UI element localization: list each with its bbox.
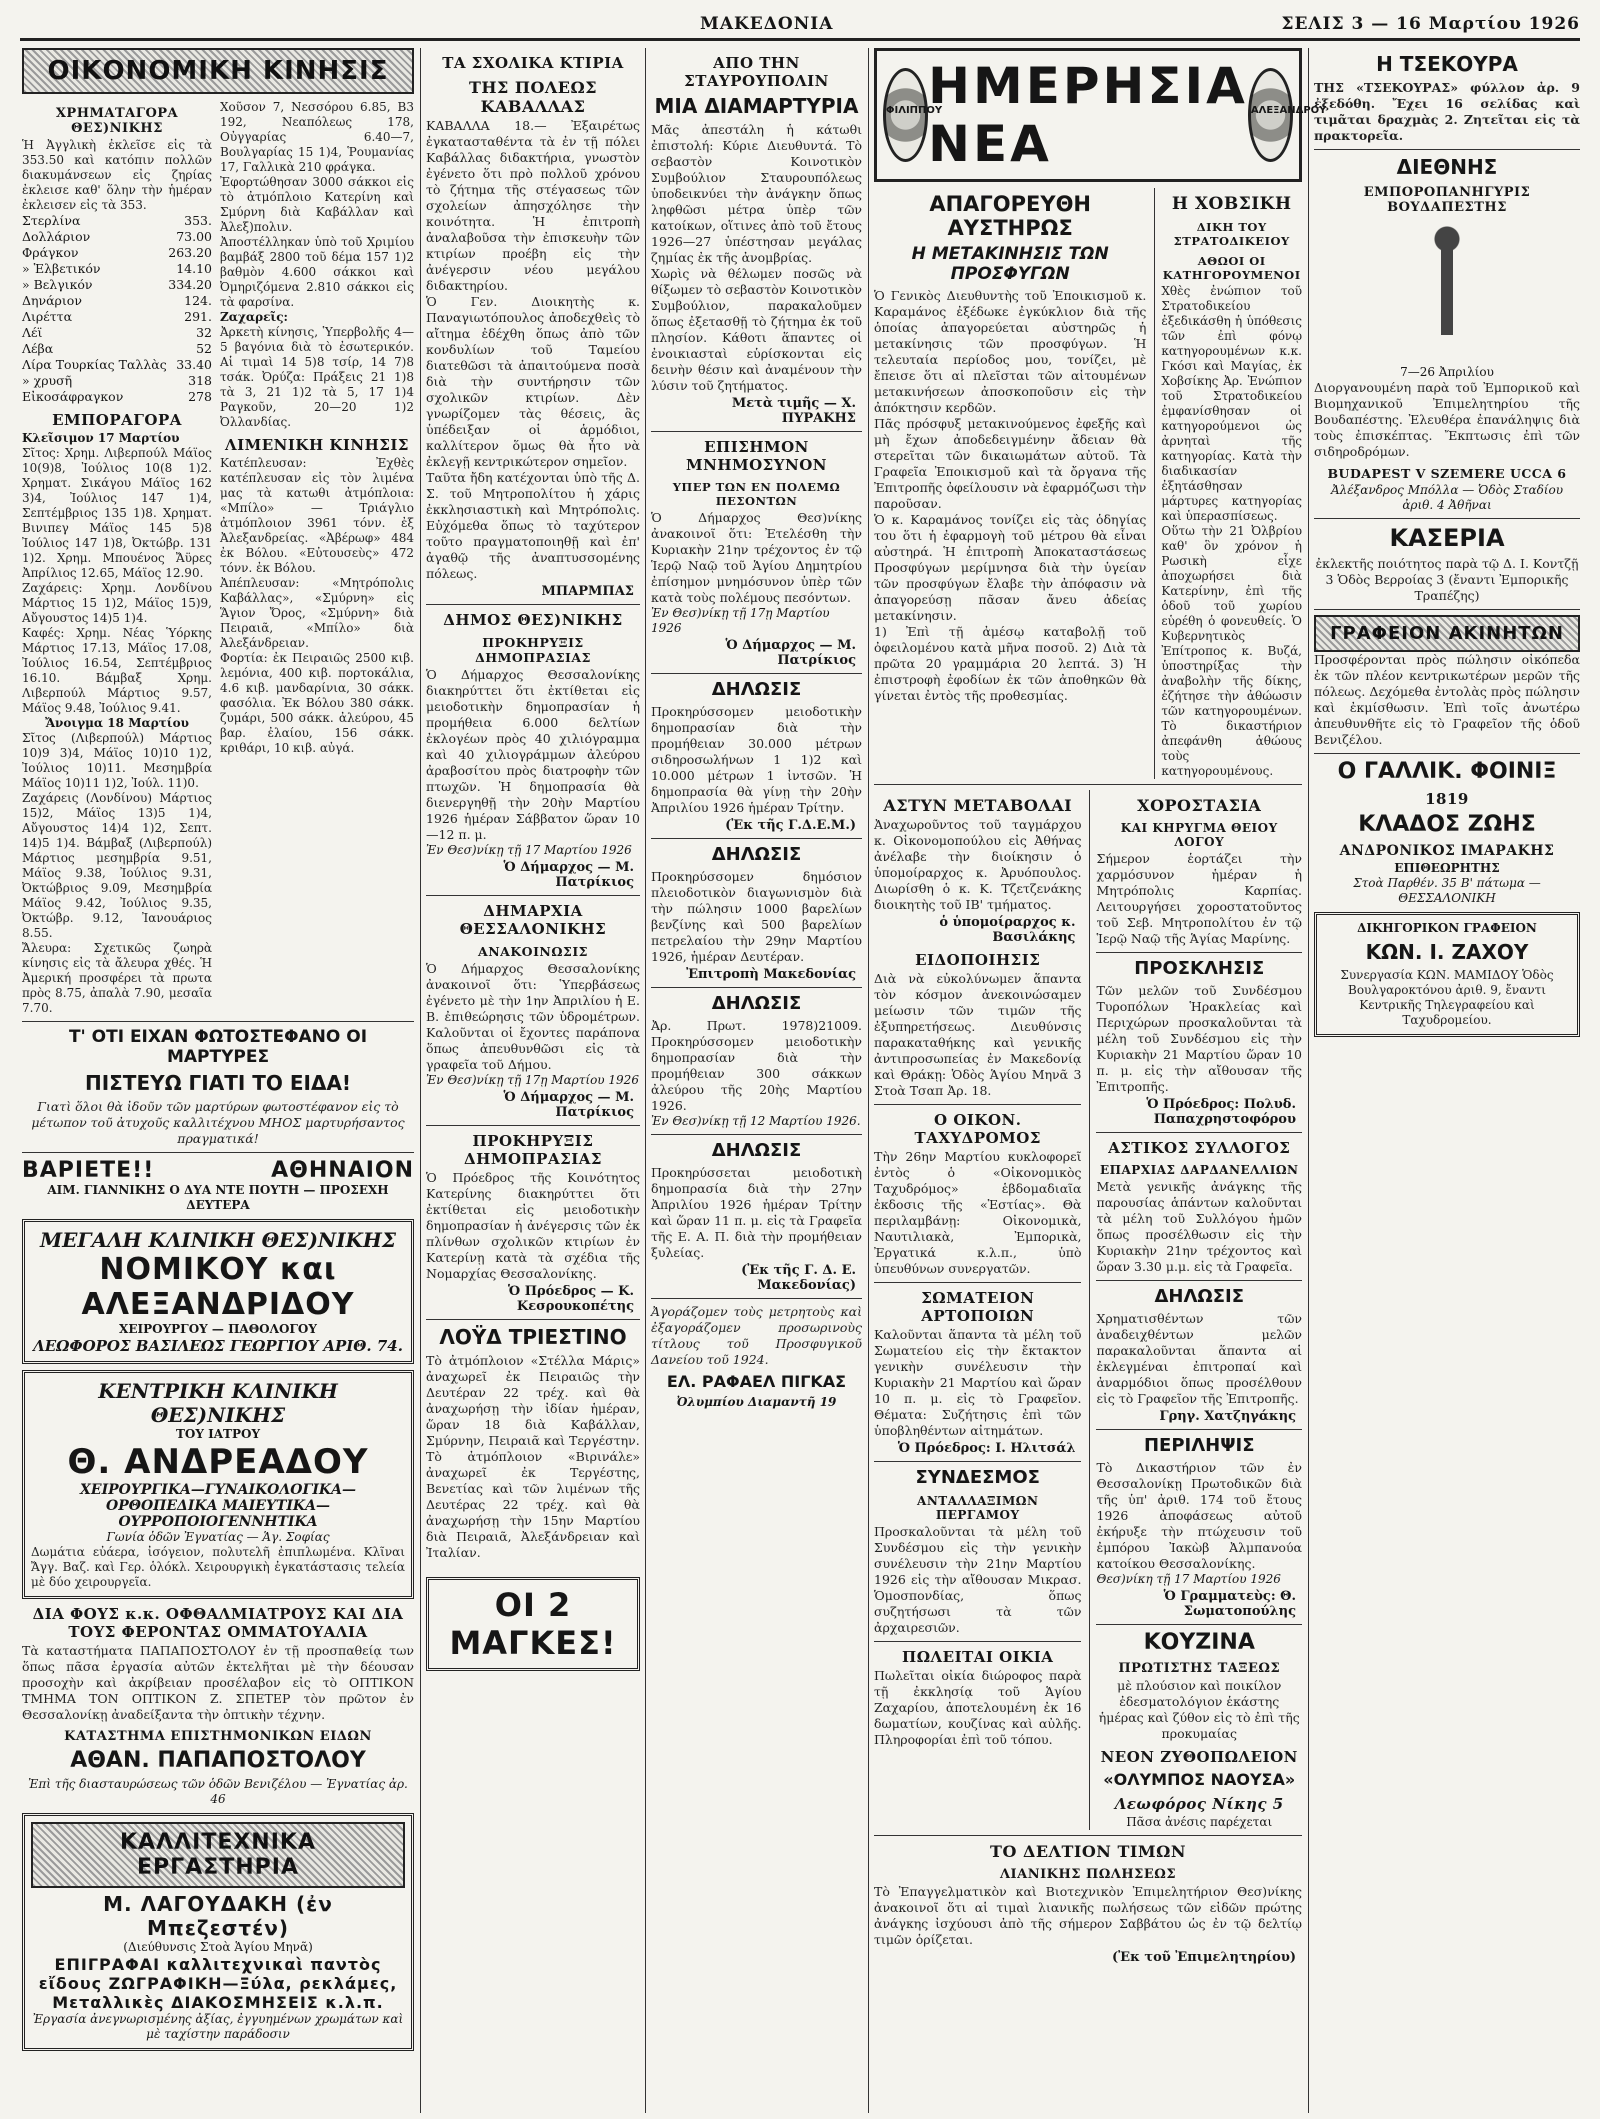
rate-row: [22, 293, 212, 309]
rate-name: Λίρα Τουρκίας Ταλλὰς: [22, 357, 167, 372]
notice-text: Ὁ Δήμαρχος Θεσσαλονίκης ἀνακοινοῖ ὅτι: Ὑπερβάσεως ἐγένετο μὲ τὴν 1ην Ἀπριλίου ἡ Ε. Β. ἐπιθεώρησις τῶν ὑδρομέτρων. Καλοῦνται οἱ ἔχοντες παράπονα ὅπως ἀπευθυνθῶσι εἰς τὰ γραφεῖα τοῦ Δήμου.: [426, 961, 640, 1072]
kitchen-text: μὲ πλούσιον καὶ ποικίλον ἐδεσματολόγιον ἑκάστης ἡμέρας καὶ ζύθον εἰς τὸ ἐπὶ τῆς προκυμαίας: [1098, 1678, 1300, 1741]
art-text: ΕΠΙΓΡΑΦΑΙ καλλιτεχνικαὶ παντὸς εἴδους ΖΩΓΡΑΦΙΚΗ—Ξύλα, ρεκλάμες, Μεταλλικὲς ΔΙΑΚΟΣΜΗΣΕΙΣ κ.λ.π.: [38, 1955, 398, 2012]
declaration-text: Προκηρύσσομεν δημόσιον πλειοδοτικὸν διαγωνισμὸν διὰ τὴν πώλησιν 1000 βαρελίων βενζίνης καὶ 500 βαρελίων πετρελαίου τὴν 29ην Μαρτίου 1926, ἡμέραν Δευτέραν.: [651, 869, 862, 964]
agora-address: Ὀλυμπίου Διαμαντῆ 19: [676, 1395, 837, 1409]
kitchen-brand: «ΟΛΥΜΠΟΣ ΝΑΟΥΣΑ»: [1103, 1770, 1296, 1789]
lead-title: ΑΠΑΓΟΡΕΥΘΗ ΑΥΣΤΗΡΩΣ: [929, 192, 1092, 240]
summary-date: Θεσ)νίκη τῇ 17 Μαρτίου 1926: [1096, 1572, 1281, 1586]
column-schools: [426, 48, 640, 2113]
civic-title: ΑΣΤΙΚΟΣ ΣΥΛΛΟΓΟΣ: [1108, 1139, 1291, 1157]
prices-signature: (Ἐκ τοῦ Ἐπιμελητηρίου): [1111, 1950, 1296, 1965]
trade-text: Ζαχάρεις: Χρημ. Λονδίνου Μάρτιος 15 1)2, Μάϊος 15)9, Αὔγουστος 14)5 1)4.: [22, 581, 212, 625]
declaration-signature: (Ἐκ τῆς Γ.Δ.Ε.Μ.): [725, 818, 856, 833]
rates-list: [22, 213, 212, 405]
phoenix-year: 1819: [1425, 790, 1469, 808]
lloyd-title: ΛΟΫΔ ΤΡΙΕΣΤΙΝΟ: [439, 1325, 627, 1349]
trade-text: Σῖτος (Λιβερπούλ) Μάρτιος 10)9 3)4, Μάϊος 10)10 1)2, Ἰούλιος 10)11. Μεσημβρία Μάϊος 10)11 1)2, Ἰούλ. 11)0.: [22, 731, 212, 790]
trade-date: Ἄνοιγμα 18 Μαρτίου: [45, 716, 189, 730]
market-text: Ἀποστέλληκαν ὑπὸ τοῦ Χριμίου βαμβάξ 2800 τοῦ δέμα 157 1)2 βαθμὸν 4.600 σάκκοι καὶ Ὀμηριζόμενα 2.810 σάκκοι εἰς τὰ φαρσίνα.: [220, 235, 414, 309]
notice-date: Ἐν Θεσ)νίκῃ τῇ 17ῃ Μαρτίου 1926: [426, 1073, 639, 1087]
declaration-text: Προκηρύσσομεν μειοδοτικὴν δημοπρασίαν διὰ τὴν προμήθειαν 30.000 μέτρων σιδηροσωλήνων 1 1)2 καὶ 10.000 μέτρων 1 ἰντσῶν. Ἡ δημοπρασία θὰ γίνῃ τὴν 20ὴν Ἀπριλίου 1926 ἡμέραν Τρίτην.: [651, 704, 862, 815]
bakers-signature: Ὁ Πρόεδρος: Ι. Ηλιτσάλ: [897, 1441, 1076, 1456]
fair-address2: Ἀλέξανδρος Μπόλλα — Ὁδὸς Σταδίου ἀριθ. 4 Ἀθῆναι: [1330, 483, 1564, 512]
phoenix-subtitle: ΚΛΑΔΟΣ ΖΩΗΣ: [1358, 812, 1536, 837]
rate-name: » χρυσῆ: [22, 373, 73, 388]
assoc-title: ΣΥΝΔΕΣΜΟΣ: [915, 1467, 1040, 1488]
ad-magkes-title: ΟΙ 2 ΜΑΓΚΕΣ!: [449, 1586, 617, 1662]
article-title: ΤΑ ΣΧΟΛΙΚΑ ΚΤΙΡΙΑ: [442, 54, 624, 72]
notice-title: ΔΗΜΑΡΧΙΑ ΘΕΣΣΑΛΟΝΙΚΗΣ: [459, 902, 607, 938]
memorial-subtitle: ΥΠΕΡ ΤΩΝ ΕΝ ΠΟΛΕΜΩ ΠΕΣΟΝΤΩΝ: [672, 480, 841, 508]
article-text: Μᾶς ἀπεστάλη ἡ κάτωθι ἐπιστολή: Κύριε Διευθυντά. Τὸ σεβαστὸν Κοινοτικὸν Συμβούλιον Σταυρουπόλεως ὑποδεικνύει τὴν ἀνάγκην ὅπως ληφθῶσι μέτρα ὑπὲρ τῶν κατοίκων, οἵτινες ἀπὸ τοῦ ἔτους 1926—27 ὑπέστησαν μεγάλας ζημίας ἐκ τῆς ἀνομβρίας.: [651, 122, 862, 265]
clinic-title: ΜΕΓΑΛΗ ΚΛΙΝΙΚΗ ΘΕΣ)ΝΙΚΗΣ: [40, 1228, 396, 1252]
post-title: Ο ΟΙΚΟΝ. ΤΑΧΥΔΡΟΜΟΣ: [914, 1111, 1041, 1147]
lead-text: Πᾶς πρόσφυξ μετακινούμενος ἐφεξῆς καὶ μὴ ἔχων ἀποδεδειγμένην ἄδειαν θὰ στερεῖται τῶν δικαιωμάτων αὐτοῦ. Τὰ Γραφεῖα Ἐποικισμοῦ καὶ τὰ ὄργανα τῆς Ἐπιτροπῆς ὀφείλουσιν νὰ ἐφαρμόζωσι τὴν παροῦσαν.: [874, 416, 1147, 511]
city-title: ΑΣΤΥΝ ΜΕΤΑΒΟΛΑΙ: [883, 796, 1073, 815]
hosiki-subtitle: ΑΘΩΟΙ ΟΙ ΚΑΤΗΓΟΡΟΥΜΕΝΟΙ: [1162, 254, 1301, 282]
sugar-title: Ζαχαρεῖς:: [220, 310, 288, 324]
cheese-text: ἐκλεκτῆς ποιότητος παρὰ τῷ Δ. Ι. Κοντζῇ 3 Ὁδὸς Βερροίας 3 (ἔναντι Ἐμπορικῆς Τραπέζης): [1315, 556, 1579, 603]
phoenix-name: ΑΝΔΡΟΝΙΚΟΣ ΙΜΑΡΑΚΗΣ: [1339, 843, 1555, 859]
optic-text: Τὰ καταστήματα ΠΑΠΑΠΟΣΤΟΛΟΥ ἐν τῇ προσπαθείᾳ των ὅπως πᾶσα ἐργασία αὐτῶν ἐκτελῆται μὲ τὴν δέουσαν προσοχὴν καὶ ἀκρίβειαν προσέλαβον εἰς τὸ ΟΠΤΙΚΟΝ ΤΜΗΜΑ ΤΟΝ ΟΠΤΙΚΟΝ Ζ. ΣΠΕΤΕΡ τὸν πρῶτον ἐν Θεσσαλονίκῃ ἀναδείξαντα τὴν ὀπτικὴν τέχνην.: [22, 1643, 414, 1722]
choir-text: Σήμερον ἑορτάζει τὴν χαρμόσυνον ἡμέραν ἡ Μητρόπολις Καρπίας. Λειτουργήσει χοροστατοῦντος τοῦ Σεβ. Μητροπολίτου ἐν τῷ Ἱερῷ Ναῷ τῆς Ἁγίας Μαρίνης.: [1096, 851, 1302, 946]
lloyd-text: Τὸ ἀτμόπλοιον «Βιρινάλε» ἀναχωρεῖ ἐκ Τεργέστης, Βενετίας καὶ τῶν λιμένων τῆς Δευτέρας 22 τρέχ. καὶ θὰ ἀναχωρήσῃ τὴν 15ην Μαρτίου διὰ Πειραιᾶ, Ἀλεξάνδρειαν καὶ Ἰταλίαν.: [426, 1449, 640, 1560]
city-text: Ἀναχωροῦντος τοῦ ταγμάρχου κ. Οἰκονομοπούλου εἰς Ἀθήνας ἀνέλαβε τὴν διοίκησιν ὁ ὑπομοίραρχος κ. Ἀρυόπουλος. Διωρίσθη ὁ κ. Κ. Τζετζενάκης διοικητὴς τοῦ ΙΒ' τμήματος.: [874, 817, 1082, 912]
phoenix-role: ΕΠΙΘΕΩΡΗΤΗΣ: [1394, 861, 1500, 875]
masthead-rule: [20, 38, 1580, 41]
prices-text: Τὸ Ἐπαγγελματικὸν καὶ Βιοτεχνικὸν Ἐπιμελητήριον Θεσ)νίκης ἀνακοινοῖ ὅτι αἱ τιμαὶ λιανικῆς πωλήσεως τῶν εἰδῶν πρώτης ἀνάγκης ἰσχύουσι ἀπὸ τῆς σήμερον Σαββάτου ὡς ἐν τῷ δελτίῳ τιμῶν ὁρίζεται.: [874, 1884, 1302, 1947]
city-signature: ὁ ὑπομοίραρχος κ. Βασιλάκης: [939, 915, 1076, 945]
declaration-title: ΔΗΛΩΣΙΣ: [711, 679, 802, 700]
fair-title: ΔΙΕΘΝΗΣ: [1396, 155, 1498, 179]
rate-value: 124.: [184, 293, 212, 308]
market-text: Ἐφορτώθησαν 3000 σάκκοι εἰς τὸ ἀτμόπλοιο Κατερίνη καὶ Σμύρνη διὰ Καβάλλαν καὶ Ἀλεξ)πολιν.: [220, 175, 414, 234]
rate-value: 32: [196, 325, 212, 340]
declaration-date: Ἐν Θεσ)νίκῃ τῇ 12 Μαρτίου 1926.: [651, 1114, 861, 1128]
rate-row: [22, 229, 212, 245]
house-title: ΠΩΛΕΙΤΑΙ ΟΙΚΙΑ: [902, 1648, 1054, 1666]
hosiki-text: Οὕτω τὴν 21 Ὀλβρίου καθ' ὃν χρόνον ἡ Ρωσικὴ εἶχε ἀποχωρήσει διὰ Κατερίνην, ἐπὶ τῆς ὁδοῦ τοῦ χωρίου εὑρέθη ὁ φονευθείς. Ὁ Κυβερνητικὸς Ἐπίτροπος κ. Βυζά, ὑποστηρίξας τὴν ἀναβολὴν τῆς δίκης, ἐζήτησε τὴν ἀθώωσιν τῶν κατηγορουμένων. Τὸ δικαστήριον ἀπεφάνθη ἀθώους τοὺς κατηγορουμένους.: [1161, 524, 1302, 778]
fair-address: BUDAPEST V SZEMERE UCCA 6: [1327, 466, 1567, 481]
optic-shop: ΚΑΤΑΣΤΗΜΑ ΕΠΙΣΤΗΜΟΝΙΚΩΝ ΕΙΔΩΝ: [64, 1729, 372, 1744]
rate-value: 318: [188, 373, 212, 388]
article-subtitle: ΤΗΣ ΠΟΛΕΩΣ ΚΑΒΑΛΛΑΣ: [468, 78, 598, 116]
rate-value: 52: [196, 341, 212, 356]
declaration-signature: (Ἐκ τῆς Γ. Δ. Ε. Μακεδονίας): [741, 1263, 856, 1293]
notice-date: Ἐν Θεσ)νίκῃ τῇ 17 Μαρτίου 1926: [426, 843, 632, 857]
port-text: Ἀπέπλευσαν: «Μητρόπολις Καβάλλας», «Σμύρνη» εἰς Ἅγιον Ὄρος, «Σμύρνη» διὰ Πειραιᾶ, «Μπίλο» διὰ Ἀλεξάνδρειαν.: [220, 576, 414, 650]
rate-value: 33.40: [176, 357, 212, 372]
clinic-specialties: ΧΕΙΡΟΥΡΓΙΚΑ—ΓΥΝΑΙΚΟΛΟΓΙΚΑ—ΟΡΘΟΠΕΔΙΚΑ ΜΑΙΕΥΤΙΚΑ—ΟΥΡΡΟΠΟΙΟΓΕΝΝΗΤΙΚΑ: [80, 1482, 356, 1530]
article-signature: Μετὰ τιμῆς — Χ. ΠΥΡΑΚΗΣ: [731, 396, 856, 426]
clinic-doctor: Θ. ΑΝΔΡΕΑΔΟΥ: [67, 1442, 369, 1482]
declaration-title: ΔΗΛΩΣΙΣ: [711, 844, 802, 865]
ad-martyrs-title: Τ' ΟΤΙ ΕΙΧΑΝ ΦΩΤΟΣΤΕΦΑΝΟ ΟΙ ΜΑΡΤΥΡΕΣ: [68, 1027, 368, 1067]
hosiki-subtitle: ΔΙΚΗ ΤΟΥ ΣΤΡΑΤΟΔΙΚΕΙΟΥ: [1173, 220, 1290, 248]
civic-subtitle: ΕΠΑΡΧΙΑΣ ΔΑΡΔΑΝΕΛΛΙΩΝ: [1100, 1163, 1299, 1177]
memorial-title: ΕΠΙΣΗΜΟΝ ΜΝΗΜΟΣΥΝΟΝ: [686, 438, 827, 474]
agency-text: Προσφέρονται πρὸς πώλησιν οἰκόπεδα ἐκ τῶν πλέον κεντρικωτέρων μερῶν τῆς πόλεως. Δεχόμεθα ἐντολὰς πρὸς πώλησιν καὶ ἐκμίσθωσιν. Ἐπὶ τοῖς ἀνωτέρω ἀπευθυνθῆτε εἰς τὸ Γραφεῖον τῆς ὁδοῦ Βενιζέλου.: [1314, 652, 1580, 747]
rate-value: 14.10: [176, 261, 212, 276]
art-title: ΚΑΛΛΙΤΕΧΝΙΚΑ ΕΡΓΑΣΤΗΡΙΑ: [31, 1822, 405, 1888]
rate-name: Λέϊ: [22, 325, 43, 340]
rate-name: Λέβα: [22, 341, 54, 356]
kitchen-address: Λεωφόρος Νίκης 5: [1114, 1795, 1284, 1813]
decl-signature: Γρηγ. Χατζηγάκης: [1159, 1409, 1296, 1424]
rate-row: [22, 277, 212, 293]
rate-value: 291.: [184, 309, 212, 324]
article-signature: ΜΠΑΡΜΠΑΣ: [541, 584, 634, 599]
trade-date: Κλεῖσιμον 17 Μαρτίου: [22, 431, 180, 445]
lead-text: Ὁ Γενικὸς Διευθυντὴς τοῦ Ἐποικισμοῦ κ. Καραμάνος ἐξέδωκε ἐγκύκλιον διὰ τῆς ὁποίας ἀπαγορεύεται αὐστηρῶς ἡ μετακίνησις τῶν προσφύγων. Ἡ τελευταία περίοδος μου, τονίζει, μὲ ἔπεισε ὅτι αἱ πλεῖσται τῶν αἰτουμένων μετακινήσεων ἀποσκοποῦσιν εἰς τὴν ἀπόκτησιν κερδῶν.: [874, 288, 1147, 415]
decl-title: ΔΗΛΩΣΙΣ: [1154, 1286, 1244, 1307]
coin-alexander-icon: [1248, 68, 1327, 162]
trade-text: Σῖτος: Χρημ. Λιβερπούλ Μάϊος 10(9)8, Ἰούλιος 10(8 1)2. Χρηματ. Σικάγου Μάϊος 162 3)4, Ἰούλιος 147 1)4, Σεπτέμβριος 135 1)8. Χρηματ. Βινιπεγ Μάϊος 145 5)8 Ἰούλιος 147 1)8, Ὀκτώβρ. 131 1)2. Χρημ. Μπουένος Ἄϋρες Ἀπρίλιος 12.65, Μάϊος 12.90.: [22, 446, 212, 580]
rate-name: Εἰκοσάφραγκον: [22, 389, 124, 404]
lead-subtitle: Η ΜΕΤΑΚΙΝΗΣΙΣ ΤΩΝ ΠΡΟΣΦΥΓΩΝ: [911, 244, 1109, 284]
column-economy: [22, 48, 414, 2113]
trade-text: Ἄλευρα: Σχετικῶς ζωηρὰ κίνησις εἰς τὰ ἄλευρα χθές. Ἡ Ἀμερική προσφέρει τὰ πρωτα πρὸς 8.75, ἀπαλὰ 7.90, μεσαῖα 7.70.: [22, 941, 212, 1015]
prices-title: ΤΟ ΔΕΛΤΙΟΝ ΤΙΜΩΝ: [990, 1842, 1186, 1861]
phoenix-title: Ο ΓΑΛΛΙΚ. ΦΟΙΝΙΞ: [1337, 759, 1557, 784]
art-owner: Μ. ΛΑΓΟΥΔΑΚΗ (ἐν Μπεζεστέν): [103, 1892, 333, 1940]
assoc-text: Προσκαλοῦνται τὰ μέλη τοῦ Συνδέσμου εἰς τὴν γενικὴν συνέλευσιν τὴν 21ην Μαρτίου 1926 εἰς τὴν αἴθουσαν Μικρασ. Ὁμοσπονδίας, ὅπως συζητήσωσι τὰ τῶν ἀρχαιρεσιῶν.: [874, 1524, 1082, 1635]
rate-value: 278: [188, 389, 212, 404]
notice-signature: Ὁ Πρόεδρος — Κ. Κεσρουκοπέτης: [508, 1284, 634, 1314]
kitchen-note: Πᾶσα ἀνέσις παρέχεται: [1126, 1815, 1273, 1829]
rate-row: [22, 213, 212, 229]
lead-text: Ὁ κ. Καραμάνος τονίζει εἰς τὰς ὁδηγίας του ὅτι ἡ ἐφαρμογὴ τοῦ μέτρου θὰ εἶναι αὐστηρά. Ἡ ἐπιτροπὴ Ἀποκαταστάσεως Προσφύγων μερίμνησα διὰ τὴν ὑγείαν τῶν προσφύγων ἔλαβε τὴν ἀπόφασιν νὰ ἀπαγορεύσῃ πᾶσαν ἄνευ ἀδείας μετακίνησιν.: [874, 512, 1147, 623]
notice-title: ΔΗΜΟΣ ΘΕΣ)ΝΙΚΗΣ: [443, 611, 623, 629]
clinic-title: ΚΕΝΤΡΙΚΗ ΚΛΙΝΙΚΗ ΘΕΣ)ΝΙΚΗΣ: [98, 1379, 338, 1427]
choir-subtitle: ΚΑΙ ΚΗΡΥΓΜΑ ΘΕΙΟΥ ΛΟΓΟΥ: [1120, 821, 1278, 849]
rate-row: [22, 261, 212, 277]
decl-text: Χρηματισθέντων τῶν ἀναδειχθέντων μελῶν παρακαλοῦνται ἅπαντα αἱ ἐκλεγμέναι ἐπιτροπαί καὶ ἀναρμόδιοι ὅπως προσέλθουν εἰς τὸ Γραφεῖον τῆς Ἐπιτροπῆς.: [1096, 1311, 1302, 1406]
daily-news-banner: [874, 48, 1327, 182]
zahou-text: Συνεργασία ΚΩΝ. ΜΑΜΙΔΟΥ Ὁδὸς Βουλγαροκτόνου ἀριθ. 9, ἔναντι Κεντρικῆς Τηλεγραφείου καὶ Ταχυδρομείου.: [1340, 968, 1554, 1027]
exchange-intro: Ἡ Ἀγγλικὴ ἐκλεῖσε εἰς τὰ 353.50 καὶ κατόπιν πολλῶν διακυμάνσεων εἰς ζηρίας ἐκλεισε καθ' ὅλην τὴν ἡμέραν ἐκλεισεν εἰς τὰ 353.: [22, 138, 212, 212]
fair-dates: 7—26 Ἀπριλίου: [1400, 365, 1494, 379]
house-text: Πωλεῖται οἰκία διώροφος παρὰ τῇ ἐκκλησίᾳ τοῦ Ἁγίου Ζαχαρίου, ἀποτελουμένη ἐκ 16 δωματίων, κουζίνας καὶ αὐλῆς. Πληροφορίαι ἐπὶ τοῦ τόπου.: [874, 1668, 1082, 1747]
rate-value: 353.: [184, 213, 212, 228]
kitchen-title: ΚΟΥΖΙΝΑ: [1143, 1630, 1255, 1655]
declaration-text: Προκηρύσσεται μειοδοτικὴ δημοπρασία διὰ τὴν 27ην Ἀπριλίου 1926 ἡμέραν Τρίτην καὶ ὥραν 11 π. μ. εἰς τὰ Γραφεῖα τῆς Ε. Α. Π. διὰ τὴν προμήθειαν ξυλείας.: [651, 1165, 862, 1260]
kitchen-subtitle: ΠΡΩΤΙΣΤΗΣ ΤΑΞΕΩΣ: [1118, 1661, 1281, 1676]
rate-value: 73.00: [176, 229, 212, 244]
invite-title: ΠΡΟΣΚΛΗΣΙΣ: [1134, 958, 1265, 979]
lloyd-text: Τὸ ἀτμόπλοιον «Στέλλα Μάρις» ἀναχωρεῖ ἐκ Πειραιῶς τὴν Δευτέραν 22 τρέχ. καὶ θὰ ἀναχωρήσῃ τὴν ἰδίαν ἡμέραν, ὥραν 18 διὰ Καβάλλαν, Σμύρνην, Πειραιᾶ καὶ Τεργέστην.: [426, 1353, 640, 1448]
column-stavroupolis: [651, 48, 862, 2113]
page-info: ΣΕΛΙΣ 3 — 16 Μαρτίου 1926: [1281, 14, 1580, 34]
clinic-sub: ΤΟΥ ΙΑΤΡΟΥ: [175, 1427, 261, 1441]
trade-text: Ζαχάρεις (Λονδίνου) Μάρτιος 15)2, Μάϊος 13)5 1)4, Αὔγουστος 14)4 1)2, Σεπτ. 14)5 1)4. Βάμβαξ (Λιβερπούλ) Μάρτιος μεσημβρία 9.51, Μάϊος 9.38, Ἰούλιος 9.31, Ὀκτώβριος 9.09, Μεσημβρία Μάϊος 9.42, Ἰούλιος 9.35, Ὀκτώβρ. 9.12, Ἰανουάριος 8.55.: [22, 791, 212, 940]
rate-row: [22, 341, 212, 357]
assoc-subtitle: ΑΝΤΑΛΛΑΞΙΜΩΝ ΠΕΡΓΑΜΟΥ: [917, 1494, 1039, 1522]
article-text: Ταῦτα ἤδη κατέχονται ὑπὸ τῆς Δ. Σ. τοῦ Μητροπολίτου ἡ χάρις ἐκκλησιαστικὴ καὶ Μητρόπολις. Εὐχόμεθα ὅπως τὸ ταχύτερον τοῦτο πραγματοποιηθῇ καὶ ἐπ' ἀγαθῷ τῆς ἀναπτυσσομένης πόλεως.: [426, 470, 640, 581]
paper-name: ΜΑΚΕΔΟΝΙΑ: [700, 14, 834, 34]
notice-text: Διὰ νὰ εὐκολύνωμεν ἅπαντα τὸν κόσμον ἀνεκοινώσαμεν μείωσιν τῶν τιμῶν τῆς ἐξυπηρετήσεως. Διευθύνσις παρακαταθήκης καὶ γενικῆς ἀντιπροσωπείας ἐν Μακεδονίᾳ καὶ Θράκῃ: Ὁδὸς Ἁγίου Μηνᾶ 3 Στοὰ Τσαπ Ἀρ. 18.: [874, 971, 1082, 1098]
declaration-signature: Ἐπιτροπὴ Μακεδονίας: [686, 967, 856, 982]
bakers-title: ΣΩΜΑΤΕΙΟΝ ΑΡΤΟΠΟΙΩΝ: [921, 1289, 1035, 1325]
article-text: Ὁ Γεν. Διοικητὴς κ. Παναγιωτόπουλος ἀποδεχθεὶς τὸ αἴτημα ἐδέχθη ὅπως ἀπὸ τῶν κονδυλίων τοῦ Ταμείου διατεθῶσι τὰ ἀπαιτούμενα ποσὰ διὰ τὴν συντήρησιν τῶν σχολικῶν κτιρίων. Δὲν γνωρίζομεν τὰς θέσεις, ἃς ὑπέδειξαν οἱ ἁρμόδιοι, καλλίτερον ὅμως θὰ ἦτο νὰ ἐκλεγῇ κεντρικώτερον σημεῖον.: [426, 294, 640, 469]
notice-title: ΕΙΔΟΠΟΙΗΣΙΣ: [915, 951, 1041, 969]
notice-signature: Ὁ Δήμαρχος — Μ. Πατρίκιος: [503, 860, 634, 890]
clinic-ad: [22, 1219, 414, 1364]
column-divider: [420, 48, 421, 2113]
choir-title: ΧΟΡΟΣΤΑΣΙΑ: [1137, 796, 1262, 815]
memorial-text: Ὁ Δήμαρχος Θεσ)νίκης ἀνακοινοῖ ὅτι: Ἐτελέσθη τὴν Κυριακὴν 21ην τρέχοντος ἐν τῷ Ἱερῷ Ναῷ τοῦ Ἁγίου Δημητρίου ἐπίσημον μνημόσυνον ὑπὲρ τῶν κατὰ τοὺς πολέμους πεσόντων.: [651, 510, 862, 605]
prices-subtitle: ΛΙΑΝΙΚΗΣ ΠΩΛΗΣΕΩΣ: [999, 1867, 1177, 1882]
optic-title: ΔΙΑ ΦΟΥΣ κ.κ. ΟΦΘΑΛΜΙΑΤΡΟΥΣ ΚΑΙ ΔΙΑ ΤΟΥΣ ΦΕΡΟΝΤΑΣ ΟΜΜΑΤΟΥΑΛΙΑ: [32, 1605, 404, 1641]
variety-line: ΑΙΜ. ΓΙΑΝΝΙΚΗΣ Ο ΔΥΑ ΝΤΕ ΠΟΥΤΗ — ΠΡΟΣΕΧΗ ΔΕΥΤΕΡΑ: [47, 1183, 389, 1212]
post-text: Τὴν 26ην Μαρτίου κυκλοφορεῖ ἐντὸς ὁ «Οἰκονομικὸς Ταχυδρόμος» ἑβδομαδιαῖα ἐκδοσις τῆς «Ἑστίας». Θὰ περιλαμβάνῃ: Οἰκονομικὰ, Ναυτιλιακὰ, Ἐμπορικὰ, Ἐργατικά κ.λ.π., ὑπὸ ὑπευθύνων συνεργατῶν.: [874, 1149, 1082, 1276]
hosiki-text: Χθὲς ἐνώπιον τοῦ Στρατοδικείου ἐξεδικάσθη ἡ ὑπόθεσις τῶν ἐπὶ φόνῳ κατηγορουμένων κ.κ. Γκόσι καὶ Μαγίας, ἐκ Χοβσίκης Ἀρ. Ἐνώπιον τοῦ Στρατοδικείου ἐμφανίσθησαν οἱ κατηγορούμενοι ὡς ἀρνηταὶ τῆς κατηγορίας. Κατὰ τὴν διαδικασίαν ἐξητάσθησαν μάρτυρες κατηγορίας καὶ ὑπερασπίσεως.: [1161, 284, 1302, 523]
phoenix-address: Στοὰ Παρθέν. 35 Β' πάτωμα — ΘΕΣΣΑΛΟΝΙΚΗ: [1353, 876, 1541, 905]
rate-name: Δηνάριον: [22, 293, 82, 308]
optic-address: Ἐπὶ τῆς διασταυρώσεως τῶν ὁδῶν Βενιζέλου — Ἐγνατίας ἀρ. 46: [28, 1777, 408, 1806]
rate-name: Δολλάριον: [22, 229, 91, 244]
column-daily-news: [874, 48, 1327, 2113]
rate-row: [22, 309, 212, 325]
bakers-text: Καλοῦνται ἅπαντα τὰ μέλη τοῦ Σωματείου εἰς τὴν ἔκτακτον γενικὴν συνέλευσιν τὴν Κυριακὴν 21 Μαρτίου καὶ ὥραν 10 π. μ. εἰς τὸ Γραφεῖον. Θέματα: Συζήτησις ἐπὶ τῶν ὑποβληθέντων αἰτημάτων.: [874, 1327, 1082, 1438]
tsekoura-text: ΤΗΣ «ΤΣΕΚΟΥΡΑΣ» φύλλον ἀρ. 9 ἐξεδόθη. Ἔχει 16 σελίδας καὶ τιμᾶται δραχμὰς 2. Ζητεῖται εἰς τὰ πρακτορεῖα.: [1314, 80, 1580, 143]
declaration-text: Ἀρ. Πρωτ. 1978)21009. Προκηρύσσομεν μειοδοτικὴν δημοπρασίαν διὰ τὴν προμήθειαν 300 σάκκων ἀλεύρου τῆς 20ὴς Μαρτίου 1926.: [651, 1018, 862, 1113]
article-text: ΚΑΒΑΛΛΑ 18.— Ἐξαιρέτως ἐγκατασταθέντα τὰ ἐν τῇ πόλει Καβάλλας διδακτήρια, γνωστὸν ἐγένετο ὅτι πρὸ πολλοῦ χρόνου τὸ ζήτημα τῆς στέγασεως τῶν σχολείων ἀπησχόλησε τὴν κοινότητα. Ἡ ἐπιτροπὴ ἀναλαβοῦσα τὴν ἐπισκευὴν τῶν κτιρίων προέβη εἰς τὴν ἀνέγερσιν νέου μεγάλου διδακτηρίου.: [426, 118, 640, 293]
zahou-title: ΔΙΚΗΓΟΡΙΚΟΝ ΓΡΑΦΕΙΟΝ: [1357, 921, 1537, 935]
zahou-name: ΚΩΝ. Ι. ΖΑΧΟΥ: [1365, 940, 1529, 964]
agora-text: Ἀγοράζομεν τοὺς μετρητοὺς καὶ ἐξαγοράζομεν προσωρινοὺς τίτλους τοῦ Προσφυγικοῦ Δανείου τοῦ 1924.: [651, 1304, 862, 1367]
rate-name: Λιρέττα: [22, 309, 73, 324]
art-address: (Διεύθυνσις Στοὰ Ἁγίου Μηνᾶ): [123, 1940, 313, 1954]
rate-row: [22, 245, 212, 261]
fair-subtitle: ΕΜΠΟΡΟΠΑΝΗΓΥΡΙΣ ΒΟΥΔΑΠΕΣΤΗΣ: [1363, 185, 1531, 215]
coin-left-label: ΦΙΛΙΠΠΟΥ: [886, 105, 943, 116]
column-divider: [645, 48, 646, 2113]
clinic-text: Δωμάτια εὐάερα, ἰσόγειον, πολυτελῆ ἐπιπλωμένα. Κλῖναι Ἄγγ. Βαζ. καὶ Γερ. ὁλόκλ. Χειρουργικὴ ἐγκατάστασις τελεία μὲ δύο χειρουργεῖα.: [31, 1545, 405, 1589]
cheese-title: ΚΑΣΕΡΙΑ: [1389, 524, 1505, 552]
zahou-ad: [1314, 912, 1580, 1037]
summary-text: Τὸ Δικαστήριον τῶν ἐν Θεσσαλονίκῃ Πρωτοδικῶν διὰ τῆς ὑπ' ἀριθ. 174 τοῦ ἔτους 1926 ἀποφάσεως αὐτοῦ ἐκήρυξε τὴν πτώχευσιν τοῦ ἐμπόρου Ἰακὼβ Ἀλμπανούα κατοίκου Θεσσαλονίκης.: [1096, 1460, 1302, 1571]
trade-title: ΕΜΠΟΡΑΓΟΡΑ: [52, 411, 182, 429]
rate-value: 263.20: [168, 245, 212, 260]
trade-text: Καφές: Χρημ. Νέας Ὑόρκης Μάρτιος 17.13, Μάϊος 17.08, Ἰούλιος 16.54, Σεπτέμβριος 16.10. Βάμβαξ Χρημ. Λιβερπούλ Μάρτιος 9.57, Μάϊος 9.48, Ἰούλιος 9.41.: [22, 626, 212, 715]
optic-owner: ΑΘΑΝ. ΠΑΠΑΠΟΣΤΟΛΟΥ: [70, 1748, 366, 1773]
clinic-address: Γωνία ὁδῶν Ἐγνατίας — Ἁγ. Σοφίας: [106, 1530, 330, 1544]
summary-signature: Ὁ Γραμματεὺς: Θ. Σωματοπούλης: [1163, 1589, 1296, 1619]
notice-subtitle: ΑΝΑΚΟΙΝΩΣΙΣ: [478, 944, 588, 959]
ad-magkes: [426, 1577, 640, 1671]
rate-name: Στερλίνα: [22, 213, 81, 228]
agora-name: ΕΛ. ΡΑΦΑΕΛ ΠΙΓΚΑΣ: [666, 1372, 847, 1391]
clinic-address: ΛΕΩΦΟΡΟΣ ΒΑΣΙΛΕΩΣ ΓΕΩΡΓΙΟΥ ΑΡΙΘ. 74.: [33, 1337, 403, 1355]
notice-text: Ὁ Δήμαρχος Θεσσαλονίκης διακηρύττει ὅτι ἐκτίθεται εἰς μειοδοτικὴν δημοπρασίαν ἡ προμήθεια 6.000 δελτίων ἐκλογέων πρὸς 40 χιλιόγραμμα καὶ 40 χιλιογράμμων ἀλεύρου ἀραβοσίτου πρὸς διατροφὴν τῶν πτωχῶν. Ἡ δημοπρασία θὰ διενεργηθῇ τὴν 20ὴν Μαρτίου 1926 ἡμέραν Σάββατον ὥραν 10—12 π. μ.: [426, 667, 640, 842]
lead-text: 1) Ἐπὶ τῇ ἀμέσῳ καταβολῇ τοῦ ὀφειλομένου κατὰ μῆνα ποσοῦ. 2) Διὰ τὰ πρῶτα 20 γραμμάρια 20 λεπτά. 3) Ἡ ἐπιστροφὴ ἐφοδίων ἐκ τῶν ἀποθηκῶν θὰ γίνεται ἐντὸς τῆς προθεσμίας.: [874, 624, 1147, 703]
column-divider: [1308, 48, 1309, 2113]
hosiki-title: Η ΧΟΒΣΙΚΗ: [1171, 194, 1292, 214]
coin-right-label: ΑΛΕΞΑΝΔΡΟΥ: [1250, 105, 1327, 116]
port-title: ΛΙΜΕΝΙΚΗ ΚΙΝΗΣΙΣ: [224, 436, 409, 454]
masthead: [20, 14, 1580, 36]
variety-venue: ΑΘΗΝΑΙΟΝ: [271, 1158, 414, 1183]
coin-philip-icon: [883, 68, 943, 162]
memorial-date: Ἐν Θεσ)νίκῃ τῇ 17ῃ Μαρτίου 1926: [651, 606, 830, 635]
market-text: Χοῦσον 7, Νεσσόρου 6.85, Β3 192, Νεαπόλεως 178, Οὐγγαρίας 6.40—7, Βουλγαρίας 15 1)4, Ῥουμανίας 17, Γαλλικὰ 210 φράγκα.: [220, 100, 414, 174]
summary-title: ΠΕΡΙΛΗΨΙΣ: [1143, 1435, 1255, 1456]
daily-news-title: ΗΜΕΡΗΣΙΑ ΝΕΑ: [928, 57, 1248, 173]
clinic-names: ΝΟΜΙΚΟΥ και ΑΛΕΞΑΝΔΡΙΔΟΥ: [81, 1252, 355, 1322]
article-text: Χωρὶς νὰ θέλωμεν ποσῶς νὰ θίξωμεν τὸ σεβαστὸν Κοινοτικὸν Συμβούλιον, παρακαλοῦμεν ὅπως ἐξετασθῇ τὸ ζήτημα ἐκ τοῦ πλησίον. Κάθοτι ἅπαντες οἱ ἐνοικιασταὶ εὑρίσκονται εἰς δεινὴν θέσιν καὶ ἀναμένουν τὴν λύσιν τοῦ ζητήματος.: [651, 266, 862, 393]
column-divider: [868, 48, 869, 2113]
art-footer: Ἐργασία ἀνεγνωρισμένης ἀξίας, ἐγγυημένων χρωμάτων καὶ μὲ ταχίστην παράδοσιν: [32, 2012, 404, 2041]
rate-name: » Βελγικόν: [22, 277, 93, 292]
article-subtitle: ΜΙΑ ΔΙΑΜΑΡΤΥΡΙΑ: [654, 94, 859, 118]
article-title: ΑΠΟ ΤΗΝ ΣΤΑΥΡΟΥΠΟΛΙΝ: [684, 54, 829, 90]
ad-martyrs-sub: ΠΙΣΤΕΥΩ ΓΙΑΤΙ ΤΟ ΕΙΔΑ!: [84, 1071, 352, 1095]
tsekoura-title: Η ΤΣΕΚΟΥΡΑ: [1376, 52, 1518, 76]
rate-row: [22, 389, 212, 405]
agency-title: ΓΡΑΦΕΙΟΝ ΑΚΙΝΗΤΩΝ: [1314, 615, 1580, 652]
rate-row: [22, 325, 212, 341]
rate-name: Φράγκον: [22, 245, 79, 260]
statue-icon: [1417, 225, 1477, 355]
rate-row: [22, 357, 212, 373]
fair-text: Διοργανουμένη παρὰ τοῦ Ἐμπορικοῦ καὶ Βιομηχανικοῦ Ἐπιμελητηρίου τῆς Βουδαπέστης. Ἐλευθέρα ἐπανάληψις διὰ τοὺς ἐπισκέπτας. Ἔκπτωσις ἐπὶ τῶν σιδηροδρόμων.: [1314, 380, 1580, 459]
column-ads: [1314, 48, 1580, 2113]
invite-signature: Ὁ Πρόεδρος: Πολυδ. Παπαχρηστοφόρου: [1146, 1097, 1296, 1127]
port-text: Φορτία: ἐκ Πειραιῶς 2500 κιβ. λεμόνια, 400 κιβ. πορτοκάλια, 4.6 κιβ. μανδαρίνια, 30 σάκκ. φασόλια. Ἐκ Βόλου 380 σάκκ. ζυμάρι, 500 σάκκ. ἀλεύρου, 45 βαρ. ἐλαίου, 156 σάκκ. κριθάρι, 10 κιβ. αὐγά.: [220, 651, 414, 755]
rate-value: 334.20: [168, 277, 212, 292]
memorial-signature: Ὁ Δήμαρχος — Μ. Πατρίκιος: [725, 638, 856, 668]
rate-name: » Ἑλβετικόν: [22, 261, 101, 276]
ad-martyrs-text: Γιατὶ ὅλοι θὰ ἰδοῦν τῶν μαρτύρων φωτοστέφανον εἰς τὸ μέτωπον τοῦ ἀτυχοῦς καλλιτέχνου ΜΗΟΣ μαρτυρήσαντος πραγματικά!: [31, 1099, 405, 1146]
rate-row: [22, 373, 212, 389]
clinic-ad: [22, 1370, 414, 1599]
civic-text: Μετὰ γενικῆς ἀνάγκης τῆς παρουσίας ἁπάντων καλοῦνται τὰ μέλη τοῦ Συλλόγου ἡμῶν ὅπως προσέλθωσιν εἰς τὴν Κυριακὴν 21ην τρέχοντος καὶ ὥραν 3.30 μ.μ. εἰς τὰ Γραφεῖα.: [1096, 1179, 1302, 1274]
variety-title: ΒΑΡΙΕΤΕ!!: [22, 1158, 155, 1183]
notice-subtitle: ΠΡΟΚΗΡΥΞΙΣ ΔΗΜΟΠΡΑΣΙΑΣ: [475, 635, 591, 665]
port-text: Κατέπλευσαν: Ἐχθὲς κατέπλευσαν εἰς τὸν λιμένα μας τὰ κατωθι ἀτμόπλοια: «Μπίλο» — Τριάγλιο ἀτμόπλοιον 3961 τόνν. ἐξ Ἀλεξανδρείας. «Ἀβέρωφ» 484 ἐκ Βόλου. «Εὐτουσεὺς» 472 τόνν. ἐκ Βόλου.: [220, 456, 414, 575]
invite-text: Τῶν μελῶν τοῦ Συνδέσμου Τυροπόλων Ἡρακλείας καὶ Περιχώρων προσκαλοῦνται τὰ μέλη τοῦ Συνδέσμου εἰς τὴν Κυριακὴν 21 Μαρτίου ὥραν 10 π. μ. εἰς τὴν αἴθουσαν τῆς Ἐπιτροπῆς.: [1096, 983, 1302, 1094]
notice-signature: Ὁ Δήμαρχος — Μ. Πατρίκιος: [503, 1090, 634, 1120]
notice-title: ΠΡΟΚΗΡΥΞΙΣ ΔΗΜΟΠΡΑΣΙΑΣ: [464, 1132, 602, 1168]
notice-text: Ὁ Πρόεδρος τῆς Κοινότητος Κατερίνης διακηρύττει ὅτι ἐκτίθεται εἰς μειοδοτικὴν δημοπρασίαν ἡ ἀνέγερσις τῶν ἐκ πλίνθων σχολικῶν κτιρίων ἐν Κατερίνῃ κατὰ τὰ σχέδια τῆς Νομαρχίας Θεσσαλονίκης.: [426, 1170, 640, 1281]
kitchen-name: ΝΕΟΝ ΖΥΘΟΠΩΛΕΙΟΝ: [1100, 1748, 1298, 1766]
declaration-title: ΔΗΛΩΣΙΣ: [711, 993, 802, 1014]
economy-banner: ΟΙΚΟΝΟΜΙΚΗ ΚΙΝΗΣΙΣ: [22, 48, 414, 94]
declaration-title: ΔΗΛΩΣΙΣ: [711, 1140, 802, 1161]
sugar-text: Ἀρκετὴ κίνησις, Ὑπερβολῆς 4—5 βαγόνια διὰ τὸ ἐσωτερικόν. Αἱ τιμαὶ 14 5)8 τσίρ, 14 7)8 τσάκ. Ὀρύζα: Πράξεις 21 1)8 τὰ 3, 21 1)2 τὰ 5, 17 1)4 Ραγκοῦν, 20—20 1)2 Ὀλλανδίας.: [220, 325, 414, 429]
exchange-title: ΧΡΗΜΑΤΑΓΟΡΑ ΘΕΣ)ΝΙΚΗΣ: [55, 106, 179, 136]
art-ad: [22, 1813, 414, 2051]
clinic-roles: ΧΕΙΡΟΥΡΓΟΥ — ΠΑΘΟΛΟΓΟΥ: [119, 1322, 317, 1336]
